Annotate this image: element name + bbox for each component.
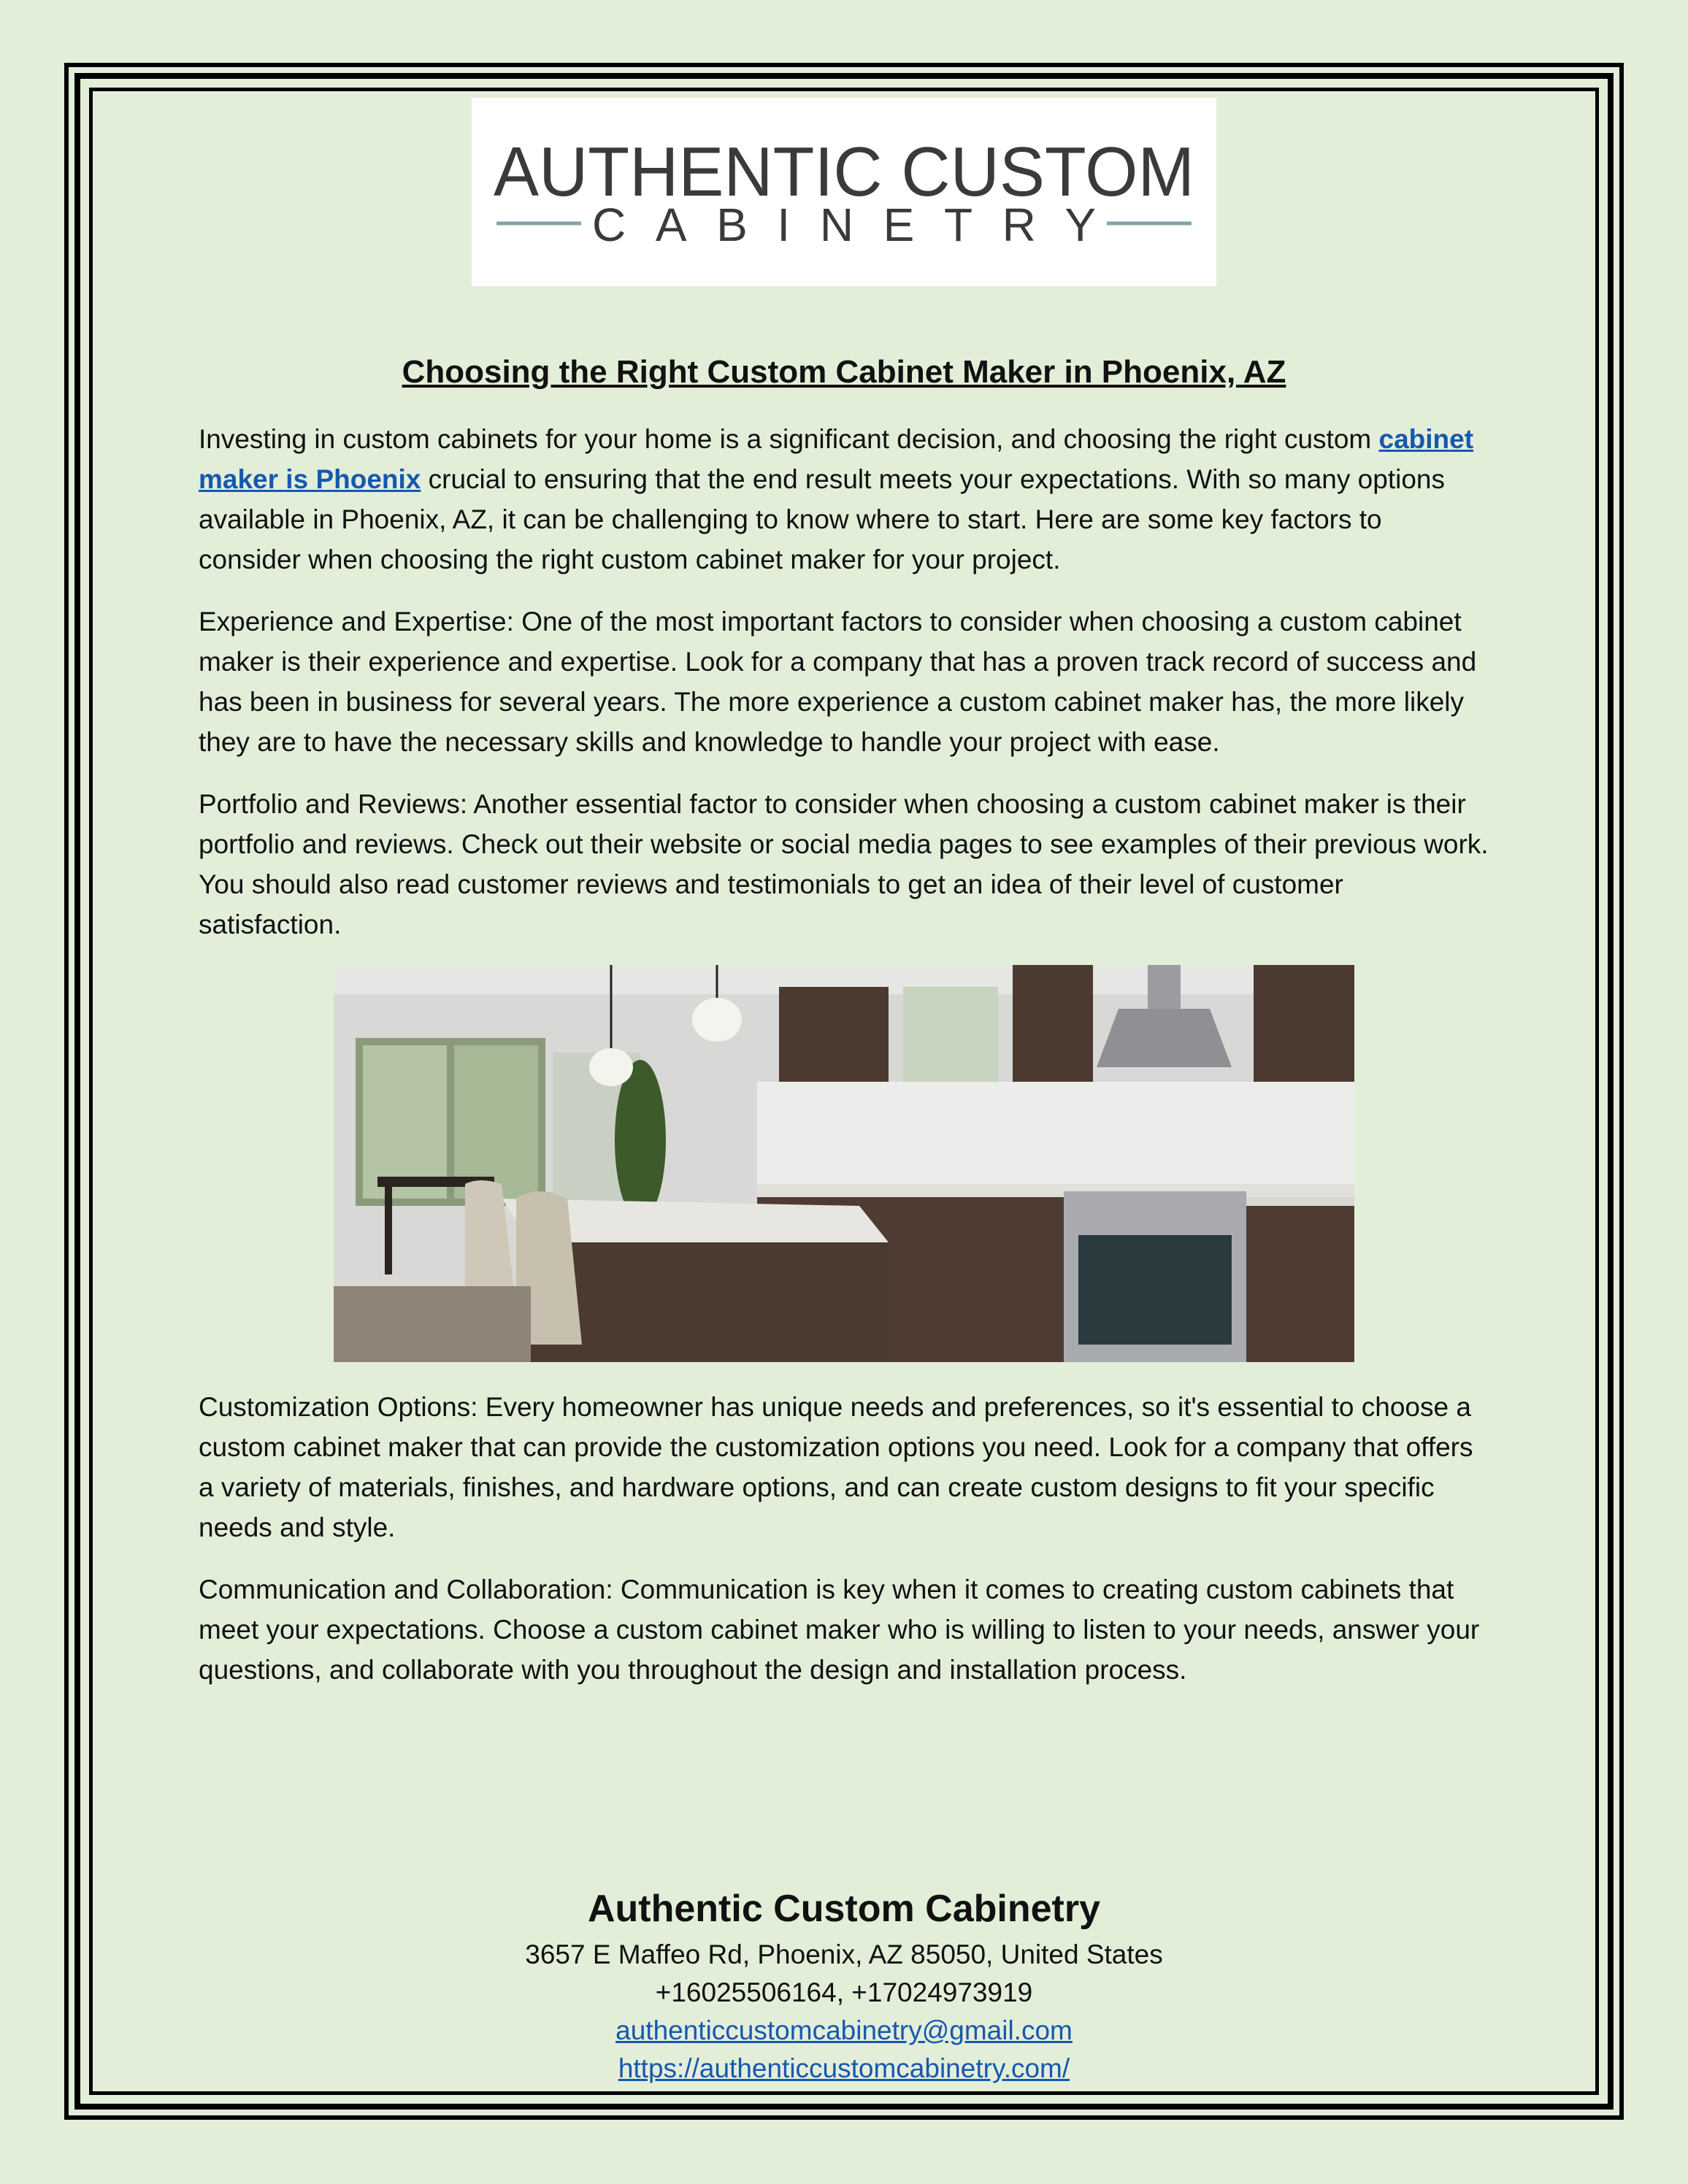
email-link[interactable]: authenticcustomcabinetry@gmail.com (615, 2015, 1073, 2045)
footer-company-name: Authentic Custom Cabinetry (587, 1888, 1101, 1930)
footer-address: 3657 E Maffeo Rd, Phoenix, AZ 85050, United States (525, 1939, 1163, 1969)
experience-paragraph: Experience and Expertise: One of the most important factors to consider when choosing a custom cabinet maker is their experience and expertise. Look for a company that has a proven track record of success and has been in business for several years. The more experience a custom cabinet maker has, the more likely they are to have the necessary skills and knowledge to handle your project with ease. (199, 607, 1477, 757)
cabinet-maker-link[interactable]: cabinet maker is Phoenix (199, 424, 1474, 494)
footer-website (199, 2050, 1489, 2088)
logo-line1: AUTHENTIC CUSTOM (494, 133, 1194, 211)
logo-line2: CABINETRY (592, 199, 1096, 251)
intro-text-start: Investing in custom cabinets for your home is a significant decision, and choosing the right custom (199, 424, 1379, 454)
intro-paragraph (199, 419, 1489, 580)
article-title: Choosing the Right Custom Cabinet Maker in Phoenix, AZ (402, 354, 1286, 390)
website-link[interactable]: https://authenticcustomcabinetry.com/ (618, 2053, 1070, 2083)
company-logo (472, 98, 1216, 286)
intro-text-end: crucial to ensuring that the end result meets your expectations. With so many options available in Phoenix, AZ, it can be challenging to know where to start. Here are some key factors to consider when choosing the right custom cabinet maker for your project. (199, 464, 1445, 574)
kitchen-photo (334, 965, 1354, 1362)
communication-paragraph: Communication and Collaboration: Communication is key when it comes to creating custom cabinets that meet your expectations. Choose a custom cabinet maker who is willing to listen to your needs, answer your questions, and collaborate with you throughout the design and installation process. (199, 1574, 1480, 1685)
footer-phones: +16025506164, +17024973919 (655, 1977, 1033, 2007)
portfolio-paragraph: Portfolio and Reviews: Another essential factor to consider when choosing a custom cabinet maker is their portfolio and reviews. Check out their website or social media pages to see examples of their previous work. You should also read customer reviews and testimonials to get an idea of their level of customer satisfaction. (199, 789, 1489, 939)
customization-paragraph: Customization Options: Every homeowner has unique needs and preferences, so it's essential to choose a custom cabinet maker that can provide the customization options you need. Look for a company that offers a variety of materials, finishes, and hardware options, and can create custom designs to fit your specific needs and style. (199, 1392, 1473, 1542)
footer-email (199, 2012, 1489, 2050)
